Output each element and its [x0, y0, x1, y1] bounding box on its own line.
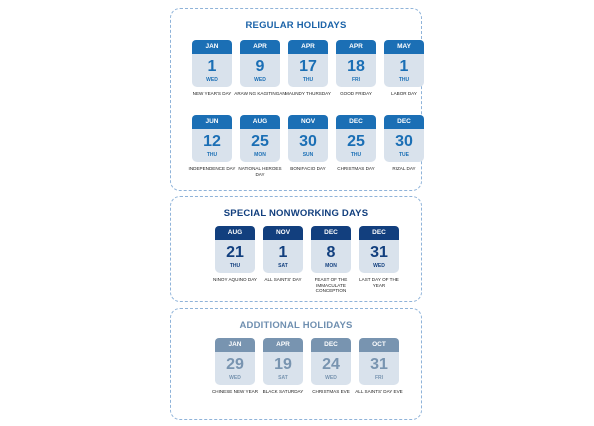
- holiday-name: NEW YEAR'S DAY: [192, 91, 232, 96]
- calendar-day-number: 1: [207, 58, 217, 75]
- calendar-weekday: WED: [325, 375, 337, 381]
- special-nonworking-days-section: [170, 196, 422, 302]
- holiday-card: [384, 40, 424, 97]
- holiday-name: LAST DAY OF THE YEAR: [359, 277, 399, 288]
- holiday-card: [311, 226, 351, 294]
- calendar-weekday: THU: [398, 77, 410, 83]
- holiday-name: ALL SAINTS' DAY EVE: [355, 389, 403, 394]
- calendar-day-number: 29: [226, 356, 244, 373]
- calendar-weekday: THU: [302, 77, 314, 83]
- holiday-card: [336, 115, 376, 172]
- calendar-day-number: 25: [251, 133, 269, 150]
- holiday-name: GOOD FRIDAY: [340, 91, 372, 96]
- calendar-page: [336, 54, 376, 87]
- calendar-page: [192, 54, 232, 87]
- calendar-page: [263, 240, 303, 273]
- holiday-name: NATIONAL HEROES DAY: [238, 166, 282, 177]
- holiday-name: CHRISTMAS EVE: [312, 389, 350, 394]
- holiday-name: ARAW NG KAGITINGAN: [234, 91, 286, 96]
- calendar-month: APR: [288, 40, 328, 54]
- holiday-name: NINOY AQUINO DAY: [213, 277, 257, 282]
- additional-holidays-section: [170, 308, 422, 420]
- calendar-month: DEC: [311, 338, 351, 352]
- holiday-card: [355, 338, 403, 395]
- holiday-name: RIZAL DAY: [392, 166, 416, 171]
- calendar-weekday: WED: [373, 263, 385, 269]
- calendar-day-number: 25: [347, 133, 365, 150]
- holiday-name: BONIFACIO DAY: [290, 166, 326, 171]
- calendar-day-number: 30: [395, 133, 413, 150]
- calendar-weekday: WED: [229, 375, 241, 381]
- calendar-page: [215, 352, 255, 385]
- calendar-page: [311, 352, 351, 385]
- calendar-month: JAN: [192, 40, 232, 54]
- calendar-month: JAN: [215, 338, 255, 352]
- calendar-day-number: 1: [278, 244, 288, 261]
- holiday-card: [359, 226, 399, 288]
- calendar-page: [240, 54, 280, 87]
- calendar-day-number: 1: [399, 58, 409, 75]
- calendar-month: AUG: [240, 115, 280, 129]
- holiday-card: [311, 338, 351, 395]
- calendar-weekday: SUN: [302, 152, 314, 158]
- calendar-day-number: 31: [370, 244, 388, 261]
- calendar-day-number: 18: [347, 58, 365, 75]
- holiday-card: [240, 115, 280, 177]
- holiday-card: [384, 115, 424, 172]
- section-title: SPECIAL NONWORKING DAYS: [223, 208, 369, 219]
- calendar-page: [288, 54, 328, 87]
- calendar-page: [384, 129, 424, 162]
- calendar-day-number: 12: [203, 133, 221, 150]
- calendar-weekday: MON: [325, 263, 337, 269]
- holiday-name: LABOR DAY: [391, 91, 417, 96]
- calendar-weekday: WED: [254, 77, 266, 83]
- calendar-month: OCT: [359, 338, 399, 352]
- calendar-day-number: 24: [322, 356, 340, 373]
- calendar-page: [311, 240, 351, 273]
- calendar-month: APR: [263, 338, 303, 352]
- holiday-card: [285, 40, 331, 97]
- holiday-card: [336, 40, 376, 97]
- holiday-name: MAUNDY THURSDAY: [285, 91, 331, 96]
- regular-holidays-section: [170, 8, 422, 191]
- calendar-weekday: SAT: [278, 375, 288, 381]
- holiday-card: [188, 115, 236, 172]
- holiday-name: INDEPENDENCE DAY: [188, 166, 236, 171]
- calendar-day-number: 9: [255, 58, 265, 75]
- calendar-day-number: 31: [370, 356, 388, 373]
- section-title: ADDITIONAL HOLIDAYS: [239, 320, 353, 331]
- calendar-weekday: THU: [350, 152, 362, 158]
- holiday-card: [288, 115, 328, 172]
- calendar-month: NOV: [288, 115, 328, 129]
- calendar-weekday: FRI: [374, 375, 384, 381]
- calendar-month: DEC: [359, 226, 399, 240]
- calendar-month: AUG: [215, 226, 255, 240]
- holiday-card: [211, 338, 259, 395]
- calendar-month: APR: [240, 40, 280, 54]
- calendar-day-number: 8: [326, 244, 336, 261]
- calendar-page: [336, 129, 376, 162]
- calendar-month: MAY: [384, 40, 424, 54]
- calendar-weekday: TUE: [399, 152, 409, 158]
- calendar-weekday: WED: [206, 77, 218, 83]
- holiday-card: [263, 338, 303, 395]
- holiday-card: [263, 226, 303, 283]
- calendar-page: [192, 129, 232, 162]
- calendar-weekday: THU: [229, 263, 241, 269]
- holiday-name: FEAST OF THE IMMACULATE CONCEPTION: [314, 277, 348, 294]
- calendar-weekday: MON: [254, 152, 266, 158]
- holiday-name: BLACK SATURDAY: [262, 389, 304, 394]
- calendar-page: [263, 352, 303, 385]
- calendar-weekday: FRI: [351, 77, 361, 83]
- holiday-card: [234, 40, 286, 97]
- calendar-page: [384, 54, 424, 87]
- calendar-page: [359, 240, 399, 273]
- calendar-page: [215, 240, 255, 273]
- holiday-name: CHINESE NEW YEAR: [211, 389, 259, 394]
- calendar-day-number: 19: [274, 356, 292, 373]
- calendar-month: DEC: [336, 115, 376, 129]
- holiday-name: ALL SAINTS' DAY: [264, 277, 302, 282]
- calendar-month: APR: [336, 40, 376, 54]
- calendar-month: DEC: [311, 226, 351, 240]
- calendar-weekday: SAT: [278, 263, 288, 269]
- holiday-name: CHRISTMAS DAY: [337, 166, 375, 171]
- calendar-weekday: THU: [206, 152, 218, 158]
- calendar-month: DEC: [384, 115, 424, 129]
- calendar-page: [359, 352, 399, 385]
- calendar-page: [240, 129, 280, 162]
- calendar-page: [288, 129, 328, 162]
- holiday-card: [215, 226, 255, 283]
- calendar-month: NOV: [263, 226, 303, 240]
- calendar-day-number: 17: [299, 58, 317, 75]
- calendar-day-number: 21: [226, 244, 244, 261]
- calendar-month: JUN: [192, 115, 232, 129]
- calendar-day-number: 30: [299, 133, 317, 150]
- section-title: REGULAR HOLIDAYS: [245, 20, 347, 31]
- holiday-card: [192, 40, 232, 97]
